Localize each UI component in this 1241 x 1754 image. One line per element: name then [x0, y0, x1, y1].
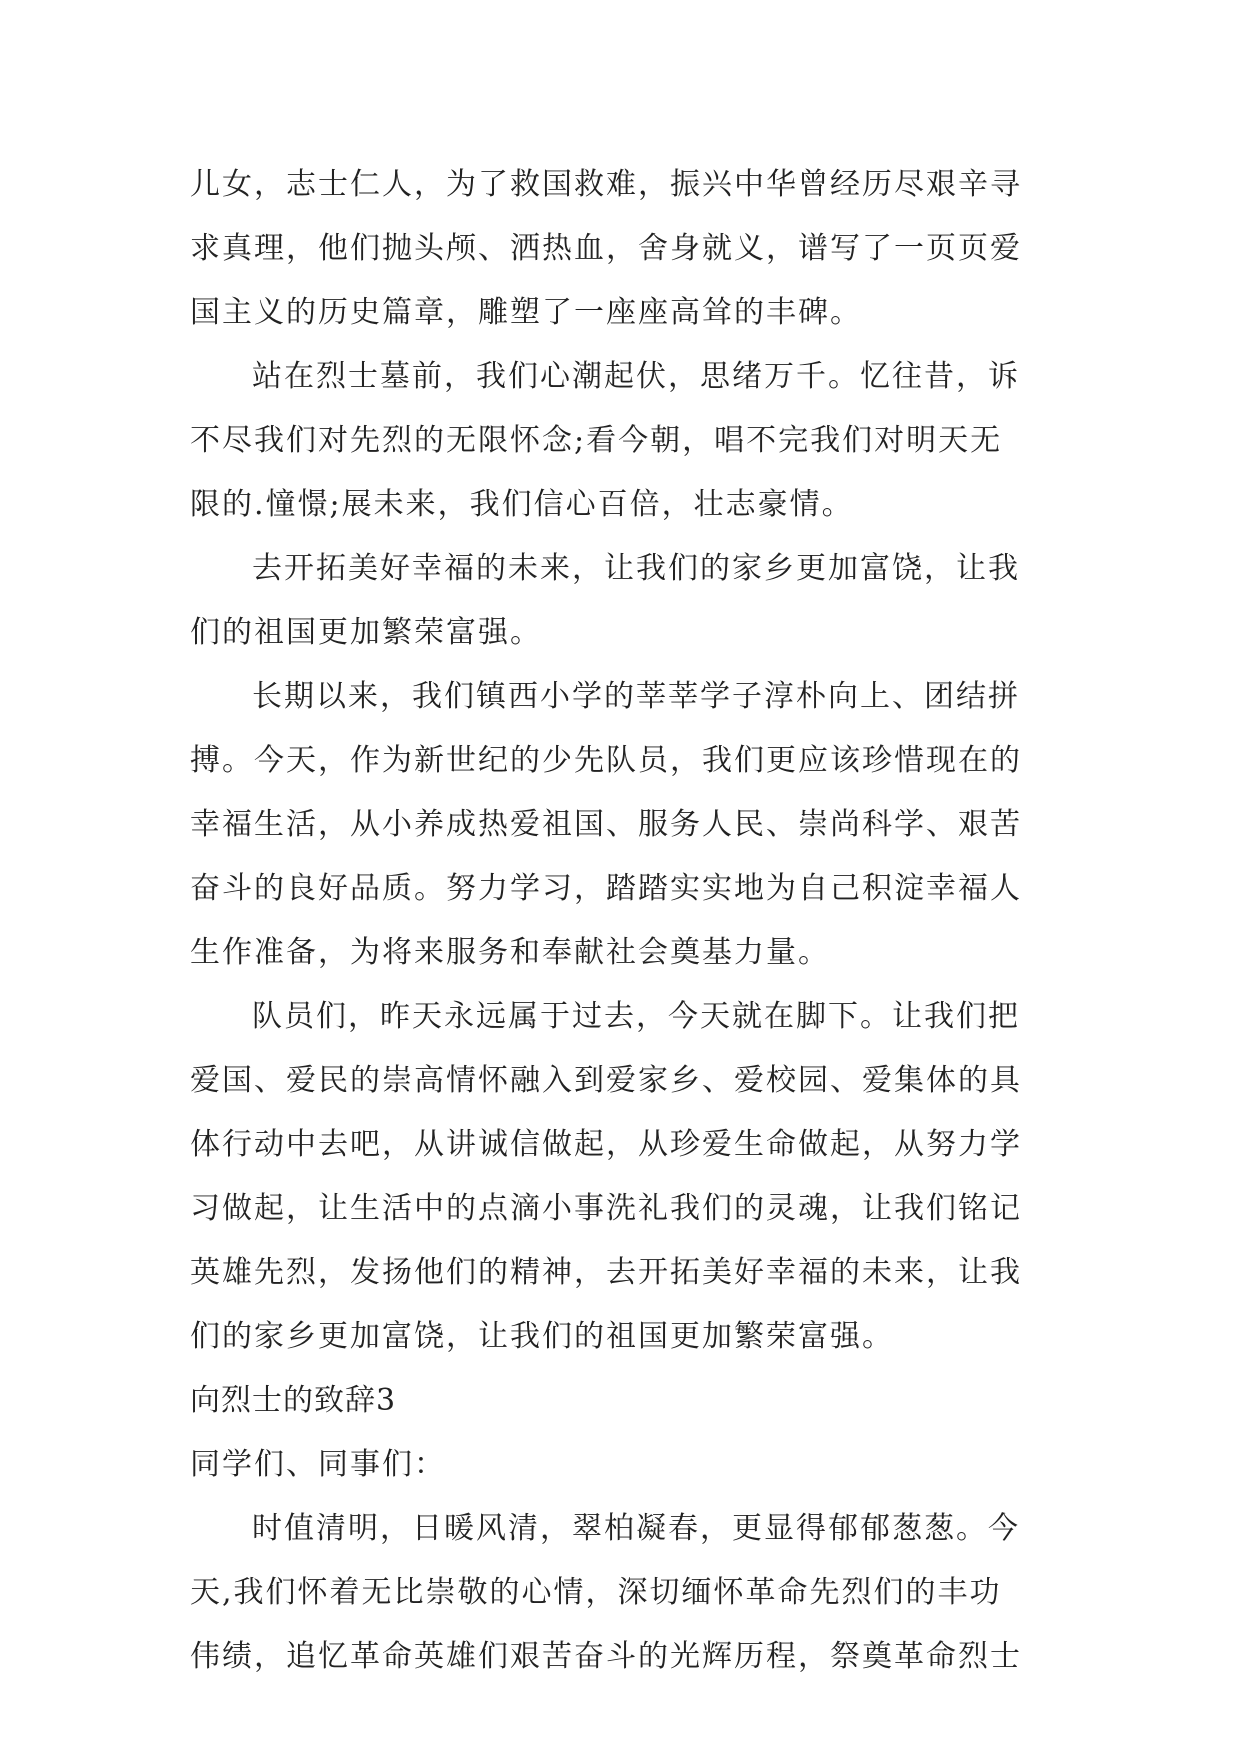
paragraph-first-line: 长期以来，我们镇西小学的莘莘学子淳朴向上、团结拼	[252, 679, 1020, 714]
paragraph-first-line: 站在烈士墓前，我们心潮起伏，思绪万千。忆往昔，诉	[252, 359, 1020, 394]
salutation: 同学们、同事们：	[190, 1447, 446, 1482]
text-line: 幸福生活，从小养成热爱祖国、服务人民、崇尚科学、艰苦	[190, 807, 1022, 842]
text-line: 不尽我们对先烈的无限怀念;看今朝，唱不完我们对明天无	[190, 423, 1003, 458]
text-line: 爱国、爱民的崇高情怀融入到爱家乡、爱校园、爱集体的具	[190, 1063, 1022, 1098]
text-line: 体行动中去吧，从讲诚信做起，从珍爱生命做起，从努力学	[190, 1127, 1022, 1162]
text-line: 伟绩，追忆革命英雄们艰苦奋斗的光辉历程，祭奠革命烈士	[190, 1639, 1022, 1674]
paragraph-first-line: 去开拓美好幸福的未来，让我们的家乡更加富饶，让我	[252, 551, 1020, 586]
text-line: 习做起，让生活中的点滴小事洗礼我们的灵魂，让我们铭记	[190, 1191, 1022, 1226]
document-body	[190, 153, 1052, 1689]
text-line: 生作准备，为将来服务和奉献社会奠基力量。	[190, 935, 830, 970]
section-heading: 向烈士的致辞3	[190, 1383, 397, 1418]
text-line: 天,我们怀着无比崇敬的心情，深切缅怀革命先烈们的丰功	[190, 1575, 1002, 1610]
text-line: 求真理，他们抛头颅、洒热血，舍身就义，谱写了一页页爱	[190, 231, 1022, 266]
paragraph-first-line: 时值清明，日暖风清，翠柏凝春，更显得郁郁葱葱。今	[252, 1511, 1020, 1546]
text-line: 们的祖国更加繁荣富强。	[190, 615, 542, 650]
text-line: 儿女，志士仁人，为了救国救难，振兴中华曾经历尽艰辛寻	[190, 167, 1022, 202]
text-line: 英雄先烈，发扬他们的精神，去开拓美好幸福的未来，让我	[190, 1255, 1022, 1290]
text-line: 搏。今天，作为新世纪的少先队员，我们更应该珍惜现在的	[190, 743, 1022, 778]
text-line: 们的家乡更加富饶，让我们的祖国更加繁荣富强。	[190, 1319, 894, 1354]
text-line: 限的.憧憬;展未来，我们信心百倍，壮志豪情。	[190, 487, 854, 522]
text-line: 国主义的历史篇章，雕塑了一座座高耸的丰碑。	[190, 295, 862, 330]
paragraph-first-line: 队员们，昨天永远属于过去，今天就在脚下。让我们把	[252, 999, 1020, 1034]
text-line: 奋斗的良好品质。努力学习，踏踏实实地为自己积淀幸福人	[190, 871, 1022, 906]
